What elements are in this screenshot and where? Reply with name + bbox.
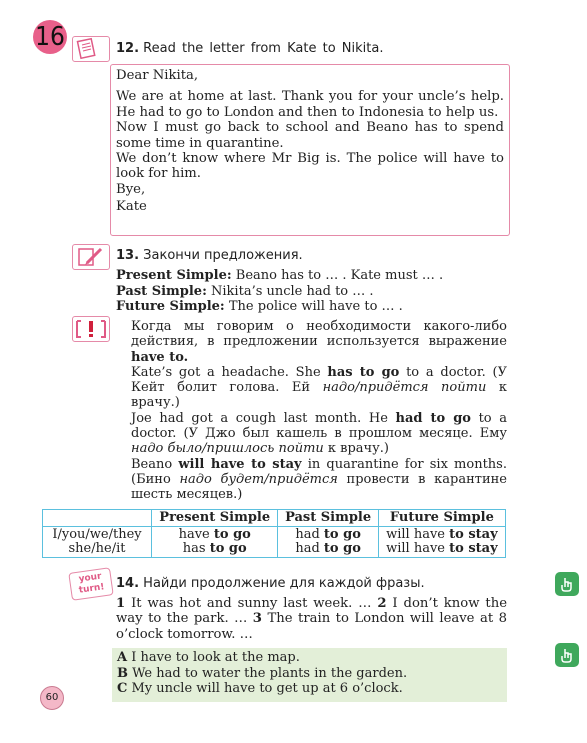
rule-example-2: Joe had got a cough last month. He had to go to a doctor. (У Джо был кашель в прошлом месяце. Ему надо было/пришлось пойти к врачу.)	[131, 410, 508, 457]
grammar-rule	[131, 319, 507, 503]
task14-sentences: 1 It was hot and sunny last week. … 2 I don’t know the way to the park. … 3 The train to London will leave at 8 o’clock tomorrow. …	[116, 596, 508, 642]
letter-paragraph-3: We don’t know where Mr Big is. The police will have to look for him.	[116, 151, 504, 182]
task13-number: 13.	[116, 248, 140, 263]
table-header-row	[43, 510, 506, 527]
task12-number: 12.	[116, 41, 140, 56]
letter-bye: Bye,	[116, 181, 146, 197]
header-future: Future Simple	[378, 510, 505, 527]
list-item: C My uncle will have to get up at 6 o’clock.	[117, 681, 403, 696]
task13-sentences	[116, 268, 516, 315]
letter-signature: Kate	[116, 199, 147, 215]
letter-box	[110, 64, 510, 236]
interactive-hand-icon[interactable]	[555, 643, 579, 667]
present-cell: have to go has to go	[152, 527, 278, 558]
header-past: Past Simple	[278, 510, 378, 527]
task14-instruction: Найди продолжение для каждой фразы.	[143, 576, 425, 591]
future-cell: will have to stay will have to stay	[378, 527, 505, 558]
letter-greeting: Dear Nikita,	[116, 68, 199, 83]
rule-example-3: Beano will have to stay in quarantine for six months. (Бино надо будет/придётся провести в карантине шесть месяцев.)	[131, 456, 507, 503]
attention-icon	[72, 316, 110, 342]
task13-line: Future Simple: The police will have to … .	[116, 299, 403, 314]
letter-paragraph-2: Now I must go back to school and Beano has to spend some time in quarantine.	[116, 120, 504, 151]
writing-icon	[72, 244, 110, 270]
task13-heading	[116, 248, 303, 263]
lesson-number-badge: 16	[33, 20, 67, 54]
task12-instruction: Read the letter from Kate to Nikita.	[143, 41, 384, 56]
task13-line: Past Simple: Nikita’s uncle had to … .	[116, 283, 374, 299]
grammar-table	[42, 509, 506, 558]
rule-intro: Когда мы говорим о необходимости какого-либо действия, в предложении используется выражение have to.	[131, 319, 507, 365]
table-row	[43, 527, 506, 558]
list-item: A I have to look at the map.	[117, 650, 300, 665]
reading-icon	[72, 36, 110, 62]
task14-heading	[116, 576, 425, 591]
page-number: 60	[40, 686, 64, 710]
header-present: Present Simple	[152, 510, 278, 527]
subject-cell: I/you/we/they she/he/it	[43, 527, 152, 558]
rule-example-1: Kate’s got a headache. She has to go to a doctor. (У Кейт болит голова. Ей надо/придётся пойти к врачу.)	[131, 364, 507, 411]
task13-line: Present Simple: Beano has to … . Kate must … .	[116, 268, 444, 283]
past-cell: had to go had to go	[278, 527, 378, 558]
letter-paragraph-1: We are at home at last. Thank you for your uncle’s help. He had to go to London and then to Indonesia to help us.	[116, 89, 504, 120]
list-item: B We had to water the plants in the garden.	[117, 665, 408, 681]
your-turn-badge: your turn!	[68, 567, 113, 601]
task13-instruction: Закончи предложения.	[143, 248, 303, 263]
task14-number: 14.	[116, 576, 140, 591]
interactive-hand-icon[interactable]	[555, 572, 579, 596]
answer-options	[112, 648, 507, 702]
task12-heading	[116, 41, 383, 56]
